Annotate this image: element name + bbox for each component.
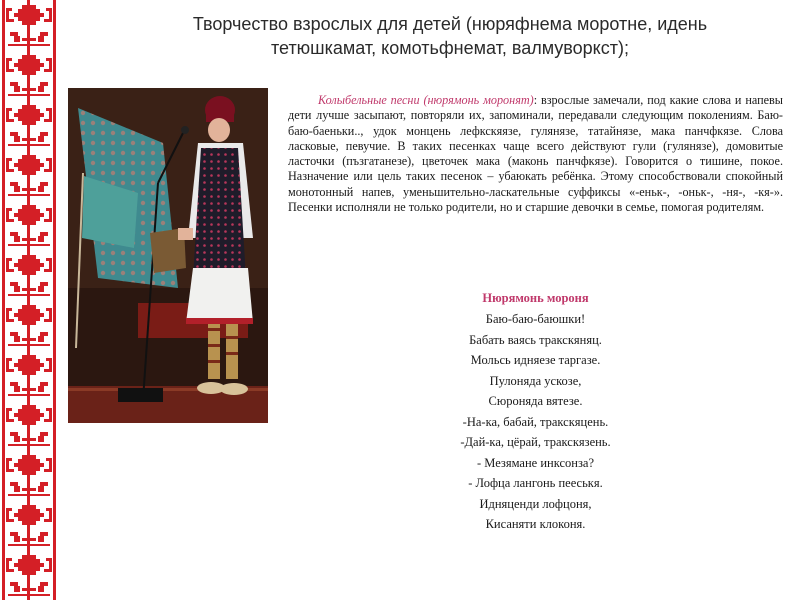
performer-photo [68,88,268,423]
lullaby-poem [288,288,783,535]
folk-ornament-icon [0,0,58,600]
poem-line: Сюроняда вятезе. [488,394,583,408]
ornament-border [0,0,58,600]
poem-line: Пулоняда ускозе, [489,373,582,388]
poem-line: Бабать ваясь тракскяняц. [469,332,602,347]
poem-line: -Дай-ка, цёрай, тракскязень. [460,435,611,449]
poem-line: Идняценди лофцоня, [479,496,592,511]
description-text: : взрослые замечали, под какие слова и напевы дети лучше засыпают, повторяли их, запоминали, передавали следующим поколениям. Баю-баю-баеньки.., удок монцень лефкскяязе, гулянязе, татайнязе, мака панчфкязе. Слова ласковые, певучие. В таких песенках чаще всего действуют гули (гулянязе), домовитые ласточки (пъзгатанезе), цветочек мака (маконь панчфкязе). Говорится о тишине, покое. Назначение или цель таких песенок – убаюкать ребёнка. Этому способствовали спокойный монотонный напев, уменьшительно-ласкательные суффиксы «-еньк-, -оньк-, -ня-, -кя-». Песенки исполняли не только родители, но и старшие девочки в семье, помогая родителям. [288,93,783,215]
poem-line: -На-ка, бабай, тракскяцень. [462,414,609,429]
poem-line: - Мезямане инксонза? [476,455,595,470]
lullaby-description [288,93,783,215]
poem-line: Кисаняти клоконя. [485,517,586,531]
poem-line: Баю-баю-баюшки! [485,312,586,326]
poem-line: Мольсь идняезе таргазе. [470,353,601,367]
lead-term: Колыбельные песни (нюрямонь моронят) [318,93,534,107]
slide-title: Творчество взрослых для детей (нюряфнема моротне, идень тетюшкамат, комотьфнемат, валмуворкст); [192,14,708,58]
poem-line: - Лофца лангонь пееськя. [468,476,603,490]
poem-title: Нюрямонь мороня [482,291,589,305]
